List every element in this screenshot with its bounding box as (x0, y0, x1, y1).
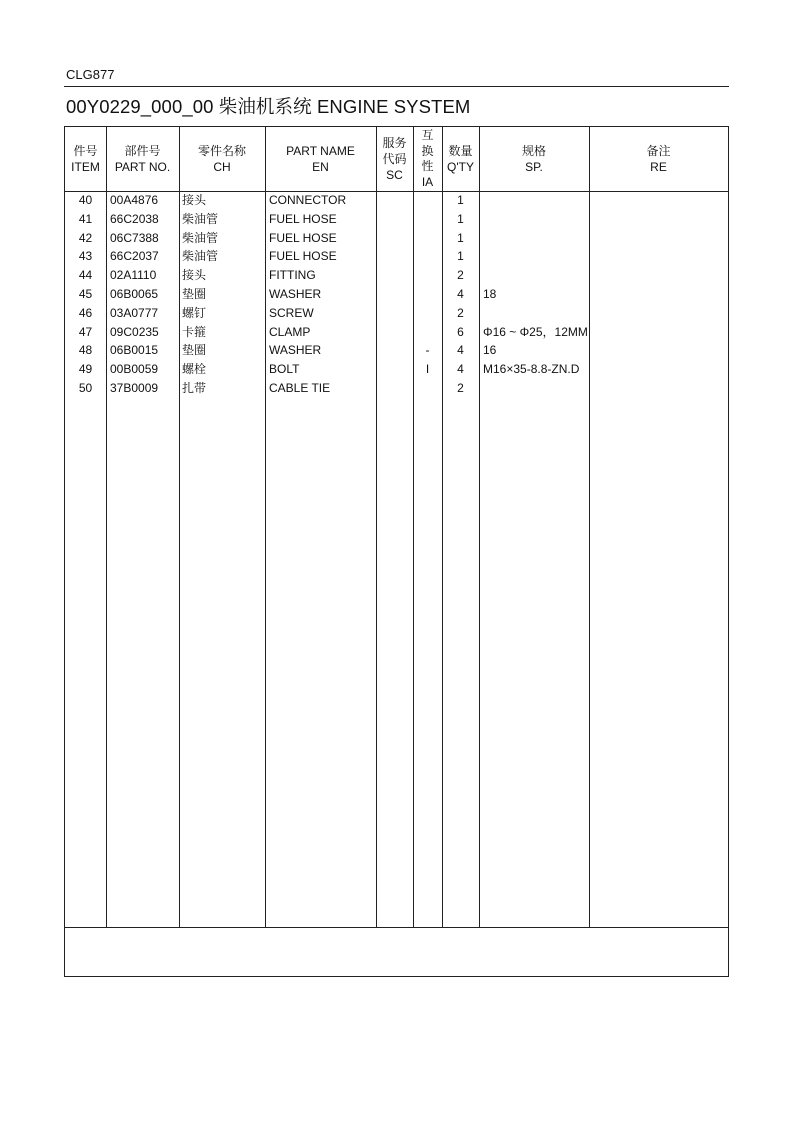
cell-part-no: 09C0235 (110, 324, 159, 339)
header-name-en-title: PART NAME (286, 144, 355, 158)
header-ia-zh3: 性 (421, 159, 434, 173)
parts-table (64, 126, 729, 977)
cell-spec: M16×35-8.8-ZN.D (483, 362, 580, 377)
header-part-no (106, 127, 179, 191)
cell-name-ch: 柴油管 (182, 211, 219, 226)
cell-interchangeability (413, 380, 442, 399)
header-spec (479, 127, 589, 191)
header-name-en (265, 127, 376, 191)
cell-item: 45 (78, 287, 93, 301)
cell-name-en: FITTING (269, 268, 316, 283)
cell-name-ch: 垫圈 (182, 287, 207, 301)
cell-name-en: WASHER (269, 343, 322, 358)
cell-service-code (376, 192, 413, 211)
cell-name-en: FUEL HOSE (269, 211, 337, 226)
cell-quantity: 6 (457, 324, 464, 339)
cell-name-en: SCREW (269, 305, 314, 320)
cell-quantity: 4 (457, 362, 464, 377)
cell-spec: 16 (483, 343, 497, 358)
table-row (65, 248, 728, 267)
header-item-en: ITEM (71, 160, 100, 174)
cell-name-en: CLAMP (269, 324, 311, 339)
cell-name-ch: 螺钉 (182, 305, 207, 320)
cell-remarks (589, 267, 728, 286)
header-name-ch (179, 127, 265, 191)
cell-name-ch: 接头 (182, 268, 207, 283)
cell-remarks (589, 380, 728, 399)
cell-name-ch: 卡箍 (182, 324, 207, 339)
header-remarks (589, 127, 728, 191)
header-rule (64, 86, 729, 87)
cell-interchangeability (413, 286, 442, 305)
table-row (65, 286, 728, 305)
model-code: CLG877 (66, 67, 115, 82)
header-name-en-sub: EN (312, 160, 329, 174)
cell-part-no: 03A0777 (110, 305, 159, 320)
cell-item: 50 (78, 381, 93, 395)
table-row (65, 211, 728, 230)
header-qty-zh: 数量 (448, 144, 473, 158)
cell-part-no: 37B0009 (110, 381, 159, 395)
cell-interchangeability: - (425, 343, 430, 358)
cell-name-en: FUEL HOSE (269, 230, 337, 245)
header-re-en: RE (650, 160, 667, 174)
cell-item: 43 (78, 249, 93, 264)
cell-interchangeability (413, 211, 442, 230)
cell-name-en: CABLE TIE (269, 381, 331, 395)
header-item-zh: 件号 (73, 144, 98, 158)
cell-remarks (589, 361, 728, 380)
header-sc-zh2: 代码 (382, 152, 407, 166)
cell-interchangeability (413, 192, 442, 211)
cell-item: 40 (78, 193, 93, 207)
cell-interchangeability (413, 267, 442, 286)
cell-remarks (589, 230, 728, 249)
header-interchangeability (413, 127, 442, 191)
cell-service-code (376, 380, 413, 399)
cell-quantity: 2 (457, 381, 464, 395)
cell-quantity: 1 (457, 249, 464, 264)
cell-remarks (589, 324, 728, 343)
cell-interchangeability (413, 324, 442, 343)
table-row (65, 267, 728, 286)
cell-service-code (376, 248, 413, 267)
cell-service-code (376, 267, 413, 286)
cell-item: 46 (78, 305, 93, 320)
cell-part-no: 06B0065 (110, 287, 159, 301)
cell-quantity: 1 (457, 193, 464, 207)
footer-divider (65, 927, 728, 928)
table-row (65, 192, 728, 211)
cell-part-no: 02A1110 (110, 268, 157, 283)
cell-part-no: 66C2038 (110, 211, 159, 226)
header-ia-zh2: 换 (421, 143, 434, 158)
header-qty-en: Q'TY (447, 160, 474, 174)
header-name-ch-en: CH (213, 160, 231, 174)
cell-name-ch: 柴油管 (182, 249, 219, 264)
header-ia-en: IA (421, 174, 434, 189)
cell-part-no: 06C7388 (110, 230, 159, 245)
cell-quantity: 4 (457, 287, 464, 301)
cell-name-en: FUEL HOSE (269, 249, 337, 264)
header-name-ch-zh: 零件名称 (197, 144, 246, 158)
cell-item: 44 (78, 268, 93, 283)
cell-service-code (376, 305, 413, 324)
table-row (65, 342, 728, 361)
header-service-code (376, 127, 413, 191)
cell-item: 41 (78, 211, 93, 226)
cell-name-en: WASHER (269, 287, 322, 301)
cell-service-code (376, 361, 413, 380)
cell-item: 42 (78, 230, 93, 245)
table-row (65, 305, 728, 324)
cell-remarks (589, 192, 728, 211)
header-quantity (442, 127, 479, 191)
cell-name-en: CONNECTOR (269, 193, 347, 207)
cell-name-ch: 螺栓 (182, 362, 207, 377)
cell-quantity: 1 (457, 211, 464, 226)
table-row (65, 361, 728, 380)
cell-item: 48 (78, 343, 93, 358)
header-ia-zh1: 互 (421, 128, 434, 142)
cell-remarks (589, 211, 728, 230)
page-title: 00Y0229_000_00 柴油机系统 ENGINE SYSTEM (66, 96, 471, 117)
cell-quantity: 4 (457, 343, 464, 358)
cell-service-code (376, 324, 413, 343)
cell-service-code (376, 286, 413, 305)
cell-name-ch: 扎带 (182, 381, 207, 395)
cell-service-code (376, 230, 413, 249)
cell-remarks (589, 305, 728, 324)
cell-item: 47 (78, 324, 93, 339)
cell-remarks (589, 342, 728, 361)
cell-quantity: 2 (457, 305, 464, 320)
cell-remarks (589, 248, 728, 267)
table-row (65, 380, 728, 399)
cell-item: 49 (78, 362, 93, 377)
cell-part-no: 00A4876 (110, 193, 159, 207)
cell-interchangeability (413, 248, 442, 267)
cell-name-ch: 接头 (182, 193, 207, 207)
cell-interchangeability (413, 230, 442, 249)
cell-name-ch: 柴油管 (182, 230, 219, 245)
header-re-zh: 备注 (646, 144, 671, 158)
cell-spec: 18 (483, 287, 497, 301)
cell-quantity: 2 (457, 268, 464, 283)
cell-part-no: 66C2037 (110, 249, 159, 264)
header-sc-zh1: 服务 (382, 136, 407, 150)
table-row (65, 230, 728, 249)
cell-remarks (589, 286, 728, 305)
cell-service-code (376, 342, 413, 361)
cell-quantity: 1 (457, 230, 464, 245)
cell-interchangeability: I (425, 362, 430, 377)
cell-name-ch: 垫圈 (182, 343, 207, 358)
header-part-no-zh: 部件号 (124, 144, 161, 158)
cell-part-no: 06B0015 (110, 343, 159, 358)
table-row (65, 324, 728, 343)
cell-spec: Φ16 ~ Φ25，12MM (483, 324, 588, 339)
cell-part-no: 00B0059 (110, 362, 159, 377)
header-spec-zh: 规格 (521, 144, 546, 158)
cell-name-en: BOLT (269, 362, 300, 377)
header-item (65, 127, 106, 191)
header-spec-en: SP. (525, 160, 543, 174)
cell-interchangeability (413, 305, 442, 324)
cell-service-code (376, 211, 413, 230)
header-part-no-en: PART NO. (114, 160, 171, 174)
header-sc-en: SC (386, 168, 403, 182)
